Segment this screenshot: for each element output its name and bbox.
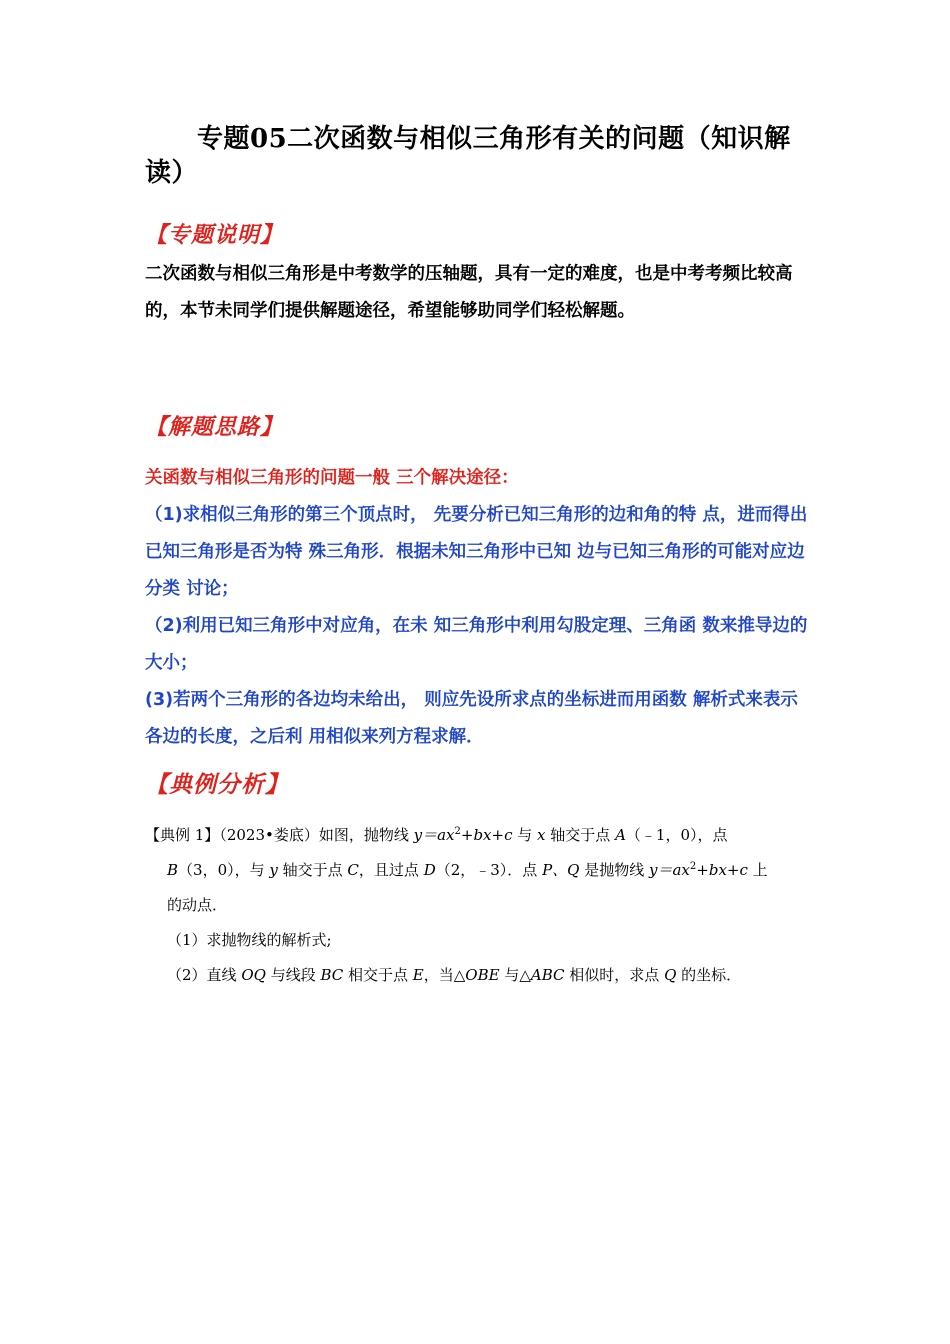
intro-heading: 【专题说明】 <box>145 222 284 248</box>
method-item-3: (3)若两个三角形的各边均未给出， 则应先设所求点的坐标进而用函数 解析式来表示各边的长度，之后利 用相似来列方程求解． <box>145 690 798 747</box>
coordinate: （﹣1，0），点 <box>625 826 728 844</box>
text: 与线段 <box>265 966 321 984</box>
text: ，且过点 <box>358 861 424 879</box>
text: 相似时，求点 <box>564 966 665 984</box>
triangle-label: OBE <box>465 966 500 984</box>
coordinate: （3，0），与 <box>178 861 270 879</box>
text: 是抛物线 <box>579 861 650 879</box>
superscript: 2 <box>454 826 461 837</box>
text: 与△ <box>499 966 531 984</box>
page-title: 专题05二次函数与相似三角形有关的问题（知识解读） <box>145 124 791 188</box>
triangle-label: ABC <box>530 966 565 984</box>
intro-paragraph: 二次函数与相似三角形是中考数学的压轴题，具有一定的难度，也是中考考频比较高的，本节未同学们提供解题途径，希望能够助同学们轻松解题。 <box>145 264 793 321</box>
text: 的坐标． <box>676 966 742 984</box>
equation: +bx+c <box>696 861 748 879</box>
equation: y＝ax <box>649 861 690 879</box>
method-list <box>145 460 810 756</box>
variable: y <box>269 861 278 879</box>
example-source: （2023•娄底） <box>219 826 319 844</box>
question-1: （1）求抛物线的解析式; <box>167 931 332 949</box>
equation: +bx+c <box>460 826 513 844</box>
text: 轴交于点 <box>277 861 348 879</box>
coordinate: （2，﹣3）．点 <box>435 861 543 879</box>
text: 与 <box>512 826 538 844</box>
point-label: P、Q <box>542 861 580 879</box>
question-2 <box>145 958 815 993</box>
point-label: C <box>347 861 359 879</box>
point-label: A <box>615 826 626 844</box>
text: 相交于点 <box>343 966 413 984</box>
equation: y＝ax <box>413 826 455 844</box>
point-label: D <box>423 861 436 879</box>
text: 轴交于点 <box>545 826 616 844</box>
example-line-3: 的动点． <box>167 896 228 914</box>
segment-label: BC <box>320 966 344 984</box>
example-line-2 <box>145 853 815 888</box>
segment-label: OQ <box>241 966 266 984</box>
method-heading: 【解题思路】 <box>145 414 284 440</box>
example-problem <box>145 818 815 993</box>
example-label: 【典例 1】 <box>145 826 220 844</box>
method-lead: 关函数与相似三角形的问题一般 三个解决途径： <box>145 468 519 488</box>
text: ，当△ <box>423 966 466 984</box>
method-item-1: （1)求相似三角形的第三个顶点时， 先要分析已知三角形的边和角的特 点，进而得出已知三角形是否为特 殊三角形．根据未知三角形中已知 边与已知三角形的可能对应边分类 讨论； <box>145 505 808 599</box>
text: 如图，抛物线 <box>318 826 414 844</box>
variable: x <box>537 826 546 844</box>
point-label: Q <box>664 966 677 984</box>
method-item-2: （2)利用已知三角形中对应角，在未 知三角形中利用勾股定理、三角函 数来推导边的大小； <box>145 616 808 673</box>
point-label: B <box>167 861 179 879</box>
example-heading: 【典例分析】 <box>145 771 289 798</box>
text: （2）直线 <box>167 966 242 984</box>
text: 上 <box>747 861 768 879</box>
point-label: E <box>412 966 424 984</box>
superscript: 2 <box>689 861 697 872</box>
